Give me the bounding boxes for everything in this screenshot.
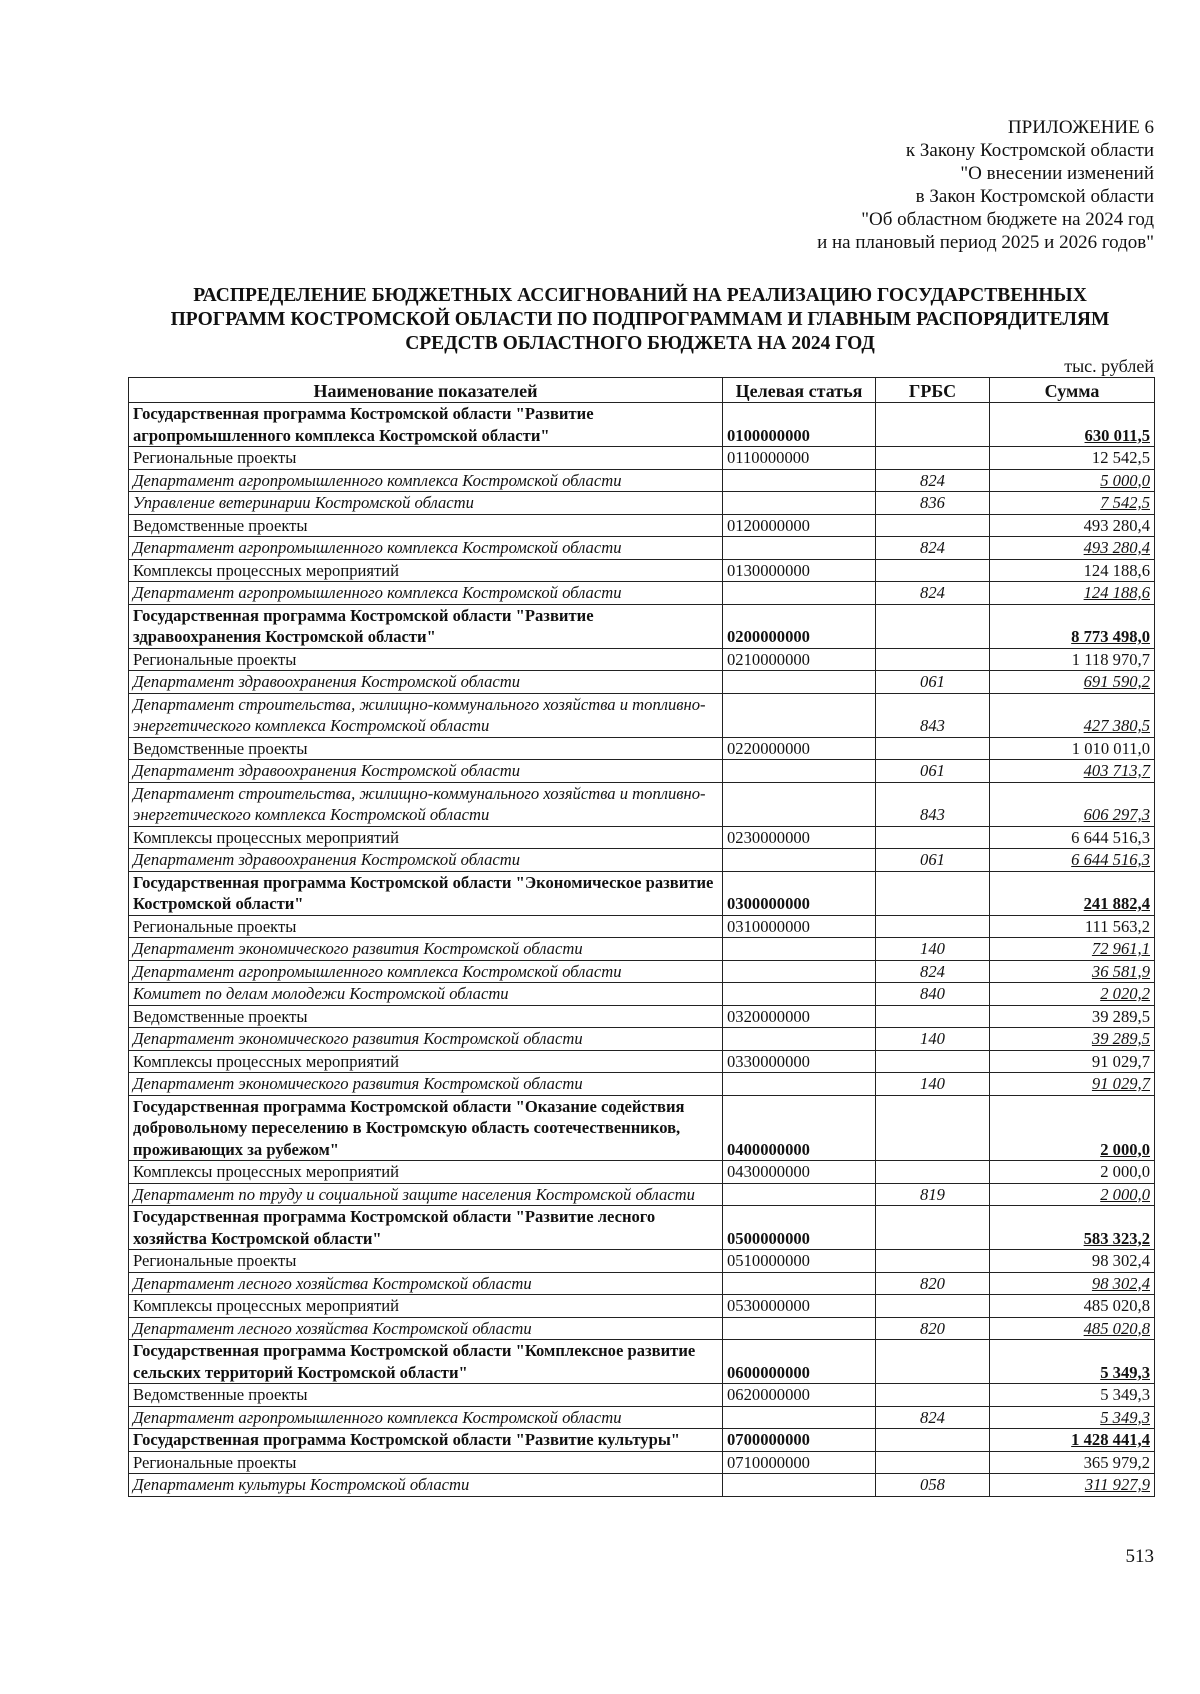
- target-article-cell: 0320000000: [723, 1005, 876, 1028]
- sum-cell: 98 302,4: [990, 1272, 1155, 1295]
- target-article-cell: 0530000000: [723, 1295, 876, 1318]
- target-article-cell: 0500000000: [723, 1206, 876, 1250]
- name-cell: Комплексы процессных мероприятий: [129, 1161, 723, 1184]
- department-row: [129, 782, 1155, 826]
- name-cell: Государственная программа Костромской области "Оказание содействия добровольному переселению в Костромскую область соотечественников, проживающих за рубежом": [129, 1095, 723, 1161]
- name-cell: Департамент агропромышленного комплекса Костромской области: [129, 469, 723, 492]
- sum-cell: 111 563,2: [990, 915, 1155, 938]
- program-row: [129, 1429, 1155, 1452]
- grbs-cell: [876, 1250, 990, 1273]
- name-cell: Департамент экономического развития Костромской области: [129, 938, 723, 961]
- target-article-cell: 0300000000: [723, 871, 876, 915]
- page-number: 513: [1125, 1546, 1154, 1567]
- subprogram-row: [129, 1384, 1155, 1407]
- name-cell: Департамент культуры Костромской области: [129, 1474, 723, 1497]
- target-article-cell: [723, 1317, 876, 1340]
- sum-cell: 365 979,2: [990, 1451, 1155, 1474]
- grbs-cell: 819: [876, 1183, 990, 1206]
- name-cell: Ведомственные проекты: [129, 1005, 723, 1028]
- grbs-cell: [876, 1295, 990, 1318]
- department-row: [129, 1073, 1155, 1096]
- sum-cell: 311 927,9: [990, 1474, 1155, 1497]
- name-cell: Комплексы процессных мероприятий: [129, 1050, 723, 1073]
- target-article-cell: 0330000000: [723, 1050, 876, 1073]
- name-cell: Ведомственные проекты: [129, 514, 723, 537]
- target-article-cell: 0510000000: [723, 1250, 876, 1273]
- target-article-cell: 0310000000: [723, 915, 876, 938]
- department-row: [129, 1474, 1155, 1497]
- target-article-cell: [723, 760, 876, 783]
- grbs-cell: 058: [876, 1474, 990, 1497]
- grbs-cell: 840: [876, 983, 990, 1006]
- grbs-cell: 140: [876, 938, 990, 961]
- department-row: [129, 960, 1155, 983]
- target-article-cell: 0200000000: [723, 604, 876, 648]
- sum-cell: 630 011,5: [990, 403, 1155, 447]
- sum-cell: 403 713,7: [990, 760, 1155, 783]
- sum-cell: 606 297,3: [990, 782, 1155, 826]
- subprogram-row: [129, 1005, 1155, 1028]
- subprogram-row: [129, 737, 1155, 760]
- target-article-cell: [723, 1073, 876, 1096]
- sum-cell: 241 882,4: [990, 871, 1155, 915]
- grbs-cell: [876, 1095, 990, 1161]
- header-sum: Сумма: [990, 378, 1155, 403]
- name-cell: Государственная программа Костромской области "Развитие агропромышленного комплекса Костромской области": [129, 403, 723, 447]
- grbs-cell: 824: [876, 469, 990, 492]
- subprogram-row: [129, 514, 1155, 537]
- grbs-cell: 824: [876, 960, 990, 983]
- name-cell: Государственная программа Костромской области "Развитие культуры": [129, 1429, 723, 1452]
- name-cell: Государственная программа Костромской области "Комплексное развитие сельских территорий Костромской области": [129, 1340, 723, 1384]
- name-cell: Региональные проекты: [129, 915, 723, 938]
- program-row: [129, 1095, 1155, 1161]
- sum-cell: 124 188,6: [990, 559, 1155, 582]
- target-article-cell: 0210000000: [723, 648, 876, 671]
- target-article-cell: [723, 537, 876, 560]
- department-row: [129, 849, 1155, 872]
- sum-cell: 39 289,5: [990, 1028, 1155, 1051]
- subprogram-row: [129, 559, 1155, 582]
- document-title: [120, 284, 1160, 356]
- target-article-cell: [723, 938, 876, 961]
- appendix-line: в Закон Костромской области: [915, 186, 1154, 207]
- sum-cell: 98 302,4: [990, 1250, 1155, 1273]
- sum-cell: 1 428 441,4: [990, 1429, 1155, 1452]
- grbs-cell: 843: [876, 782, 990, 826]
- name-cell: Департамент строительства, жилищно-коммунального хозяйства и топливно-энергетического комплекса Костромской области: [129, 782, 723, 826]
- target-article-cell: [723, 1272, 876, 1295]
- grbs-cell: 824: [876, 537, 990, 560]
- grbs-cell: [876, 559, 990, 582]
- grbs-cell: 140: [876, 1028, 990, 1051]
- sum-cell: 485 020,8: [990, 1295, 1155, 1318]
- sum-cell: 7 542,5: [990, 492, 1155, 515]
- grbs-cell: [876, 403, 990, 447]
- sum-cell: 493 280,4: [990, 514, 1155, 537]
- name-cell: Департамент здравоохранения Костромской области: [129, 849, 723, 872]
- subprogram-row: [129, 1161, 1155, 1184]
- grbs-cell: 824: [876, 582, 990, 605]
- grbs-cell: [876, 915, 990, 938]
- grbs-cell: 820: [876, 1317, 990, 1340]
- name-cell: Департамент лесного хозяйства Костромской области: [129, 1272, 723, 1295]
- sum-cell: 1 010 011,0: [990, 737, 1155, 760]
- target-article-cell: [723, 693, 876, 737]
- department-row: [129, 1317, 1155, 1340]
- sum-cell: 91 029,7: [990, 1073, 1155, 1096]
- subprogram-row: [129, 915, 1155, 938]
- grbs-cell: 843: [876, 693, 990, 737]
- grbs-cell: 061: [876, 760, 990, 783]
- department-row: [129, 938, 1155, 961]
- sum-cell: 8 773 498,0: [990, 604, 1155, 648]
- name-cell: Региональные проекты: [129, 1250, 723, 1273]
- name-cell: Государственная программа Костромской области "Экономическое развитие Костромской области": [129, 871, 723, 915]
- sum-cell: 6 644 516,3: [990, 849, 1155, 872]
- name-cell: Государственная программа Костромской области "Развитие лесного хозяйства Костромской области": [129, 1206, 723, 1250]
- target-article-cell: [723, 983, 876, 1006]
- subprogram-row: [129, 826, 1155, 849]
- grbs-cell: [876, 514, 990, 537]
- sum-cell: 72 961,1: [990, 938, 1155, 961]
- target-article-cell: 0620000000: [723, 1384, 876, 1407]
- target-article-cell: [723, 671, 876, 694]
- grbs-cell: [876, 447, 990, 470]
- appendix-header: [817, 116, 1154, 254]
- name-cell: Региональные проекты: [129, 447, 723, 470]
- target-article-cell: 0430000000: [723, 1161, 876, 1184]
- name-cell: Комитет по делам молодежи Костромской области: [129, 983, 723, 1006]
- appendix-line: "Об областном бюджете на 2024 год: [861, 209, 1154, 230]
- target-article-cell: [723, 1474, 876, 1497]
- grbs-cell: 820: [876, 1272, 990, 1295]
- sum-cell: 36 581,9: [990, 960, 1155, 983]
- target-article-cell: 0130000000: [723, 559, 876, 582]
- grbs-cell: [876, 1451, 990, 1474]
- sum-cell: 5 349,3: [990, 1340, 1155, 1384]
- table-header-row: [129, 378, 1155, 403]
- name-cell: Комплексы процессных мероприятий: [129, 1295, 723, 1318]
- target-article-cell: 0120000000: [723, 514, 876, 537]
- sum-cell: 5 349,3: [990, 1384, 1155, 1407]
- program-row: [129, 604, 1155, 648]
- name-cell: Департамент строительства, жилищно-коммунального хозяйства и топливно-энергетического комплекса Костромской области: [129, 693, 723, 737]
- department-row: [129, 582, 1155, 605]
- sum-cell: 2 000,0: [990, 1183, 1155, 1206]
- name-cell: Региональные проекты: [129, 1451, 723, 1474]
- target-article-cell: 0600000000: [723, 1340, 876, 1384]
- name-cell: Департамент агропромышленного комплекса Костромской области: [129, 960, 723, 983]
- appendix-line: "О внесении изменений: [960, 163, 1154, 184]
- grbs-cell: [876, 826, 990, 849]
- name-cell: Управление ветеринарии Костромской области: [129, 492, 723, 515]
- appendix-line: и на плановый период 2025 и 2026 годов": [817, 232, 1154, 253]
- department-row: [129, 469, 1155, 492]
- sum-cell: 485 020,8: [990, 1317, 1155, 1340]
- sum-cell: 5 000,0: [990, 469, 1155, 492]
- target-article-cell: [723, 492, 876, 515]
- grbs-cell: [876, 1050, 990, 1073]
- name-cell: Ведомственные проекты: [129, 737, 723, 760]
- sum-cell: 39 289,5: [990, 1005, 1155, 1028]
- department-row: [129, 537, 1155, 560]
- title-line: СРЕДСТВ ОБЛАСТНОГО БЮДЖЕТА НА 2024 ГОД: [405, 333, 875, 354]
- sum-cell: 91 029,7: [990, 1050, 1155, 1073]
- sum-cell: 124 188,6: [990, 582, 1155, 605]
- target-article-cell: [723, 849, 876, 872]
- target-article-cell: [723, 469, 876, 492]
- target-article-cell: 0230000000: [723, 826, 876, 849]
- target-article-cell: 0400000000: [723, 1095, 876, 1161]
- grbs-cell: 836: [876, 492, 990, 515]
- target-article-cell: 0100000000: [723, 403, 876, 447]
- name-cell: Комплексы процессных мероприятий: [129, 559, 723, 582]
- name-cell: Департамент лесного хозяйства Костромской области: [129, 1317, 723, 1340]
- sum-cell: 5 349,3: [990, 1406, 1155, 1429]
- department-row: [129, 1028, 1155, 1051]
- program-row: [129, 1206, 1155, 1250]
- program-row: [129, 871, 1155, 915]
- target-article-cell: [723, 1028, 876, 1051]
- target-article-cell: 0710000000: [723, 1451, 876, 1474]
- name-cell: Комплексы процессных мероприятий: [129, 826, 723, 849]
- sum-cell: 691 590,2: [990, 671, 1155, 694]
- name-cell: Департамент экономического развития Костромской области: [129, 1028, 723, 1051]
- department-row: [129, 1183, 1155, 1206]
- grbs-cell: 061: [876, 671, 990, 694]
- target-article-cell: [723, 582, 876, 605]
- grbs-cell: [876, 1429, 990, 1452]
- target-article-cell: 0220000000: [723, 737, 876, 760]
- header-name: Наименование показателей: [129, 378, 723, 403]
- name-cell: Ведомственные проекты: [129, 1384, 723, 1407]
- title-line: РАСПРЕДЕЛЕНИЕ БЮДЖЕТНЫХ АССИГНОВАНИЙ НА РЕАЛИЗАЦИЮ ГОСУДАРСТВЕННЫХ: [193, 285, 1087, 306]
- department-row: [129, 983, 1155, 1006]
- sum-cell: 2 000,0: [990, 1161, 1155, 1184]
- title-line: ПРОГРАММ КОСТРОМСКОЙ ОБЛАСТИ ПО ПОДПРОГРАММАМ И ГЛАВНЫМ РАСПОРЯДИТЕЛЯМ: [170, 309, 1110, 330]
- name-cell: Департамент по труду и социальной защите населения Костромской области: [129, 1183, 723, 1206]
- unit-label: тыс. рублей: [1064, 356, 1154, 376]
- subprogram-row: [129, 447, 1155, 470]
- department-row: [129, 492, 1155, 515]
- target-article-cell: [723, 1406, 876, 1429]
- sum-cell: 427 380,5: [990, 693, 1155, 737]
- name-cell: Департамент агропромышленного комплекса Костромской области: [129, 537, 723, 560]
- grbs-cell: [876, 648, 990, 671]
- name-cell: Департамент агропромышленного комплекса Костромской области: [129, 582, 723, 605]
- sum-cell: 493 280,4: [990, 537, 1155, 560]
- subprogram-row: [129, 1295, 1155, 1318]
- name-cell: Департамент здравоохранения Костромской области: [129, 760, 723, 783]
- subprogram-row: [129, 648, 1155, 671]
- header-grbs: ГРБС: [876, 378, 990, 403]
- grbs-cell: [876, 1340, 990, 1384]
- target-article-cell: 0110000000: [723, 447, 876, 470]
- grbs-cell: [876, 1005, 990, 1028]
- name-cell: Департамент здравоохранения Костромской области: [129, 671, 723, 694]
- department-row: [129, 760, 1155, 783]
- target-article-cell: [723, 960, 876, 983]
- name-cell: Региональные проекты: [129, 648, 723, 671]
- subprogram-row: [129, 1050, 1155, 1073]
- sum-cell: 6 644 516,3: [990, 826, 1155, 849]
- grbs-cell: 140: [876, 1073, 990, 1096]
- grbs-cell: [876, 1206, 990, 1250]
- table-body: [129, 403, 1155, 1497]
- department-row: [129, 693, 1155, 737]
- department-row: [129, 1272, 1155, 1295]
- sum-cell: 1 118 970,7: [990, 648, 1155, 671]
- subprogram-row: [129, 1451, 1155, 1474]
- header-code: Целевая статья: [723, 378, 876, 403]
- target-article-cell: [723, 1183, 876, 1206]
- name-cell: Департамент агропромышленного комплекса Костромской области: [129, 1406, 723, 1429]
- grbs-cell: 061: [876, 849, 990, 872]
- sum-cell: 583 323,2: [990, 1206, 1155, 1250]
- target-article-cell: [723, 782, 876, 826]
- grbs-cell: [876, 604, 990, 648]
- program-row: [129, 403, 1155, 447]
- name-cell: Департамент экономического развития Костромской области: [129, 1073, 723, 1096]
- sum-cell: 12 542,5: [990, 447, 1155, 470]
- grbs-cell: [876, 737, 990, 760]
- appendix-line: ПРИЛОЖЕНИЕ 6: [1007, 117, 1154, 138]
- department-row: [129, 671, 1155, 694]
- grbs-cell: [876, 871, 990, 915]
- grbs-cell: 824: [876, 1406, 990, 1429]
- grbs-cell: [876, 1384, 990, 1407]
- target-article-cell: 0700000000: [723, 1429, 876, 1452]
- sum-cell: 2 000,0: [990, 1095, 1155, 1161]
- sum-cell: 2 020,2: [990, 983, 1155, 1006]
- name-cell: Государственная программа Костромской области "Развитие здравоохранения Костромской области": [129, 604, 723, 648]
- program-row: [129, 1340, 1155, 1384]
- grbs-cell: [876, 1161, 990, 1184]
- subprogram-row: [129, 1250, 1155, 1273]
- appendix-line: к Закону Костромской области: [905, 140, 1154, 161]
- department-row: [129, 1406, 1155, 1429]
- budget-table: [128, 377, 1155, 1497]
